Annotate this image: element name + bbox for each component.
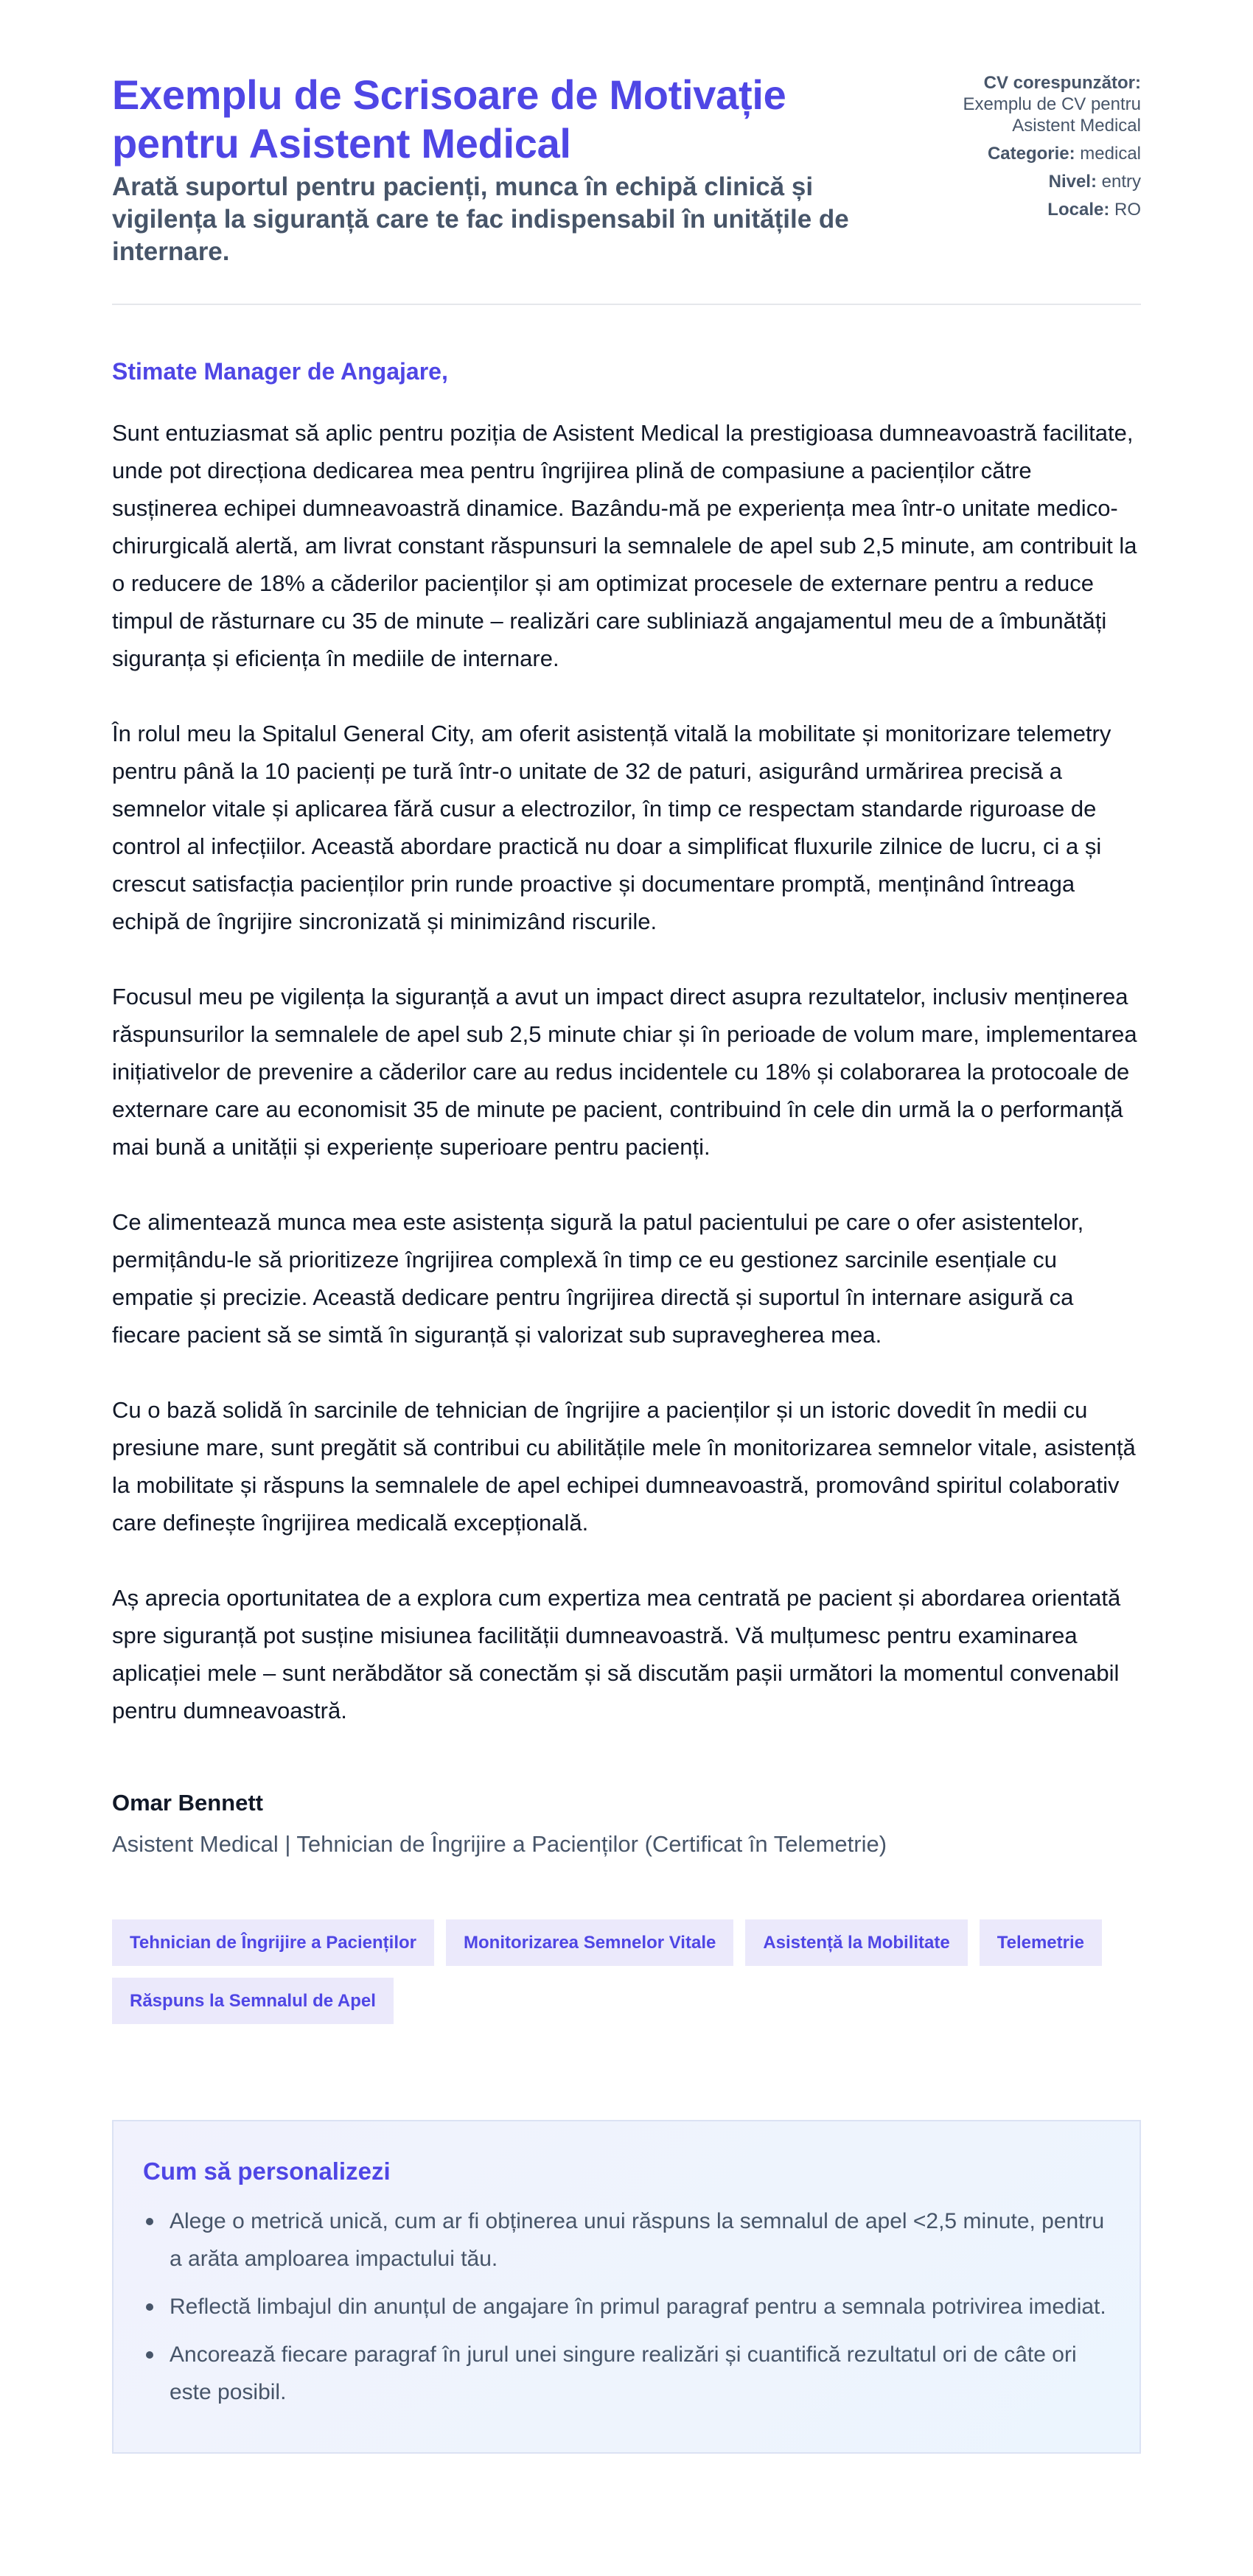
skill-tags (112, 1919, 1141, 2024)
page-header (112, 71, 1141, 305)
header-titles (112, 71, 849, 268)
meta-level-value: entry (1101, 172, 1141, 192)
tips-title: Cum să personalizezi (143, 2157, 391, 2185)
meta-level (898, 171, 1141, 192)
meta-locale-value: RO (1114, 200, 1141, 220)
letter-paragraph: Focusul meu pe vigilența la siguranță a avut un impact direct asupra rezultatelor, inclusiv menținerea răspunsurilor la semnalele de apel sub 2,5 minute chiar și în perioade de volum mare, implementarea inițiativelor de prevenire a căderilor care au redus incidentele cu 18% și colaborarea la protocoale de externare care au economisit 35 de minute pe pacient, contribuind în cele din urmă la o performanță mai bună a unității și experiențe superioare pentru pacienți. (112, 984, 1137, 1160)
meta-category-value: medical (1080, 144, 1141, 164)
tip-text: Alege o metrică unică, cum ar fi obținerea unui răspuns la semnalul de apel <2,5 minute, pentru a arăta amploarea impactului tău. (170, 2209, 1105, 2271)
meta-locale-label: Locale: (1047, 200, 1110, 220)
letter-paragraph: Aș aprecia oportunitatea de a explora cum expertiza mea centrată pe pacient și abordarea orientată spre siguranță pot susține misiunea facilității dumneavoastră. Vă mulțumesc pentru examinarea aplicației mele – sunt nerăbdător să conectăm și să discutăm pașii următori la momentul convenabil pentru dumneavoastră. (112, 1585, 1121, 1723)
skill-tag: Răspuns la Semnalul de Apel (112, 1978, 394, 2024)
letter-body (112, 357, 1141, 1729)
meta-panel (898, 71, 1141, 227)
meta-cv-label: CV corespunzător: (983, 73, 1141, 93)
skill-tag: Monitorizarea Semnelor Vitale (446, 1919, 733, 1966)
tip-item (143, 2288, 1110, 2325)
signature-title: Asistent Medical | Tehnician de Îngrijire a Pacienților (Certificat în Telemetrie) (112, 1831, 887, 1857)
letter-paragraph: Sunt entuziasmat să aplic pentru poziția de Asistent Medical la prestigioasa dumneavoastră facilitate, unde pot direcționa dedicarea mea pentru îngrijirea plină de compasiune a pacienților către susținerea echipei dumneavoastră dinamice. Bazându-mă pe experiența mea într-o unitate medico-chirurgicală alertă, am livrat constant răspunsuri la semnalele de apel sub 2,5 minute, am contribuit la o reducere de 18% a căderilor pacienților și am optimizat procesele de externare pentru a reduce timpul de răsturnare cu 35 de minute – realizări care subliniază angajamentul meu de a îmbunătăți siguranța și eficiența în mediile de internare. (112, 420, 1137, 671)
meta-cv (898, 72, 1141, 136)
letter-paragraph: În rolul meu la Spitalul General City, am oferit asistență vitală la mobilitate și monitorizare telemetry pentru până la 10 pacienți pe tură într-o unitate de 32 de paturi, asigurând urmărirea precisă a semnelor vitale și aplicarea fără cusur a electrozilor, în timp ce respectam standarde riguroase de control al infecțiilor. Această abordare practică nu doar a simplificat fluxurile zilnice de lucru, ci a și crescut satisfacția pacienților prin runde proactive și documentare promptă, menținând întreaga echipă de îngrijire sincronizată și minimizând riscurile. (112, 721, 1111, 934)
page-title: Exemplu de Scrisoare de Motivație pentru Asistent Medical (112, 71, 786, 167)
tips-list (143, 2202, 1110, 2411)
bullet-icon (146, 2218, 153, 2225)
meta-category (898, 143, 1141, 164)
bullet-icon (146, 2303, 153, 2311)
signature-block (112, 1788, 1141, 1859)
customization-tips-box (112, 2120, 1141, 2454)
meta-locale (898, 199, 1141, 220)
skill-tag: Asistență la Mobilitate (745, 1919, 967, 1966)
tip-item (143, 2202, 1110, 2278)
tip-item (143, 2336, 1110, 2411)
letter-paragraph: Cu o bază solidă în sarcinile de tehnician de îngrijire a pacienților și un istoric dovedit în medii cu presiune mare, sunt pregătit să contribui cu abilitățile mele în monitorizarea semnelor vitale, asistență la mobilitate și răspuns la semnalele de apel echipei dumneavoastră, promovând spiritul colaborativ care definește îngrijirea medicală excepțională. (112, 1397, 1136, 1536)
skill-tag: Telemetrie (980, 1919, 1102, 1966)
tip-text: Reflectă limbajul din anunțul de angajare în primul paragraf pentru a semnala potrivirea imediat. (170, 2295, 1106, 2319)
letter-greeting: Stimate Manager de Angajare, (112, 358, 448, 385)
meta-cv-link[interactable]: Exemplu de CV pentru Asistent Medical (963, 94, 1141, 136)
bullet-icon (146, 2351, 153, 2359)
letter-paragraph: Ce alimentează munca mea este asistența sigură la patul pacientului pe care o ofer asistentelor, permițându-le să prioritizeze îngrijirea complexă în timp ce eu gestionez sarcinile esențiale cu empatie și precizie. Această dedicare pentru îngrijirea directă și suportul în internare asigură ca fiecare pacient să se simtă în siguranță și valorizat sub supravegherea mea. (112, 1209, 1084, 1348)
signature-name: Omar Bennett (112, 1790, 263, 1816)
tip-text: Ancorează fiecare paragraf în jurul unei singure realizări și cuantifică rezultatul ori de câte ori este posibil. (170, 2342, 1077, 2404)
meta-level-label: Nivel: (1048, 172, 1097, 192)
page-subtitle: Arată suportul pentru pacienți, munca în echipă clinică și vigilența la siguranță care te fac indispensabil în unitățile de internare. (112, 172, 849, 266)
skill-tag: Tehnician de Îngrijire a Pacienților (112, 1919, 434, 1966)
letter-paragraphs (112, 414, 1141, 1729)
meta-category-label: Categorie: (987, 144, 1075, 164)
